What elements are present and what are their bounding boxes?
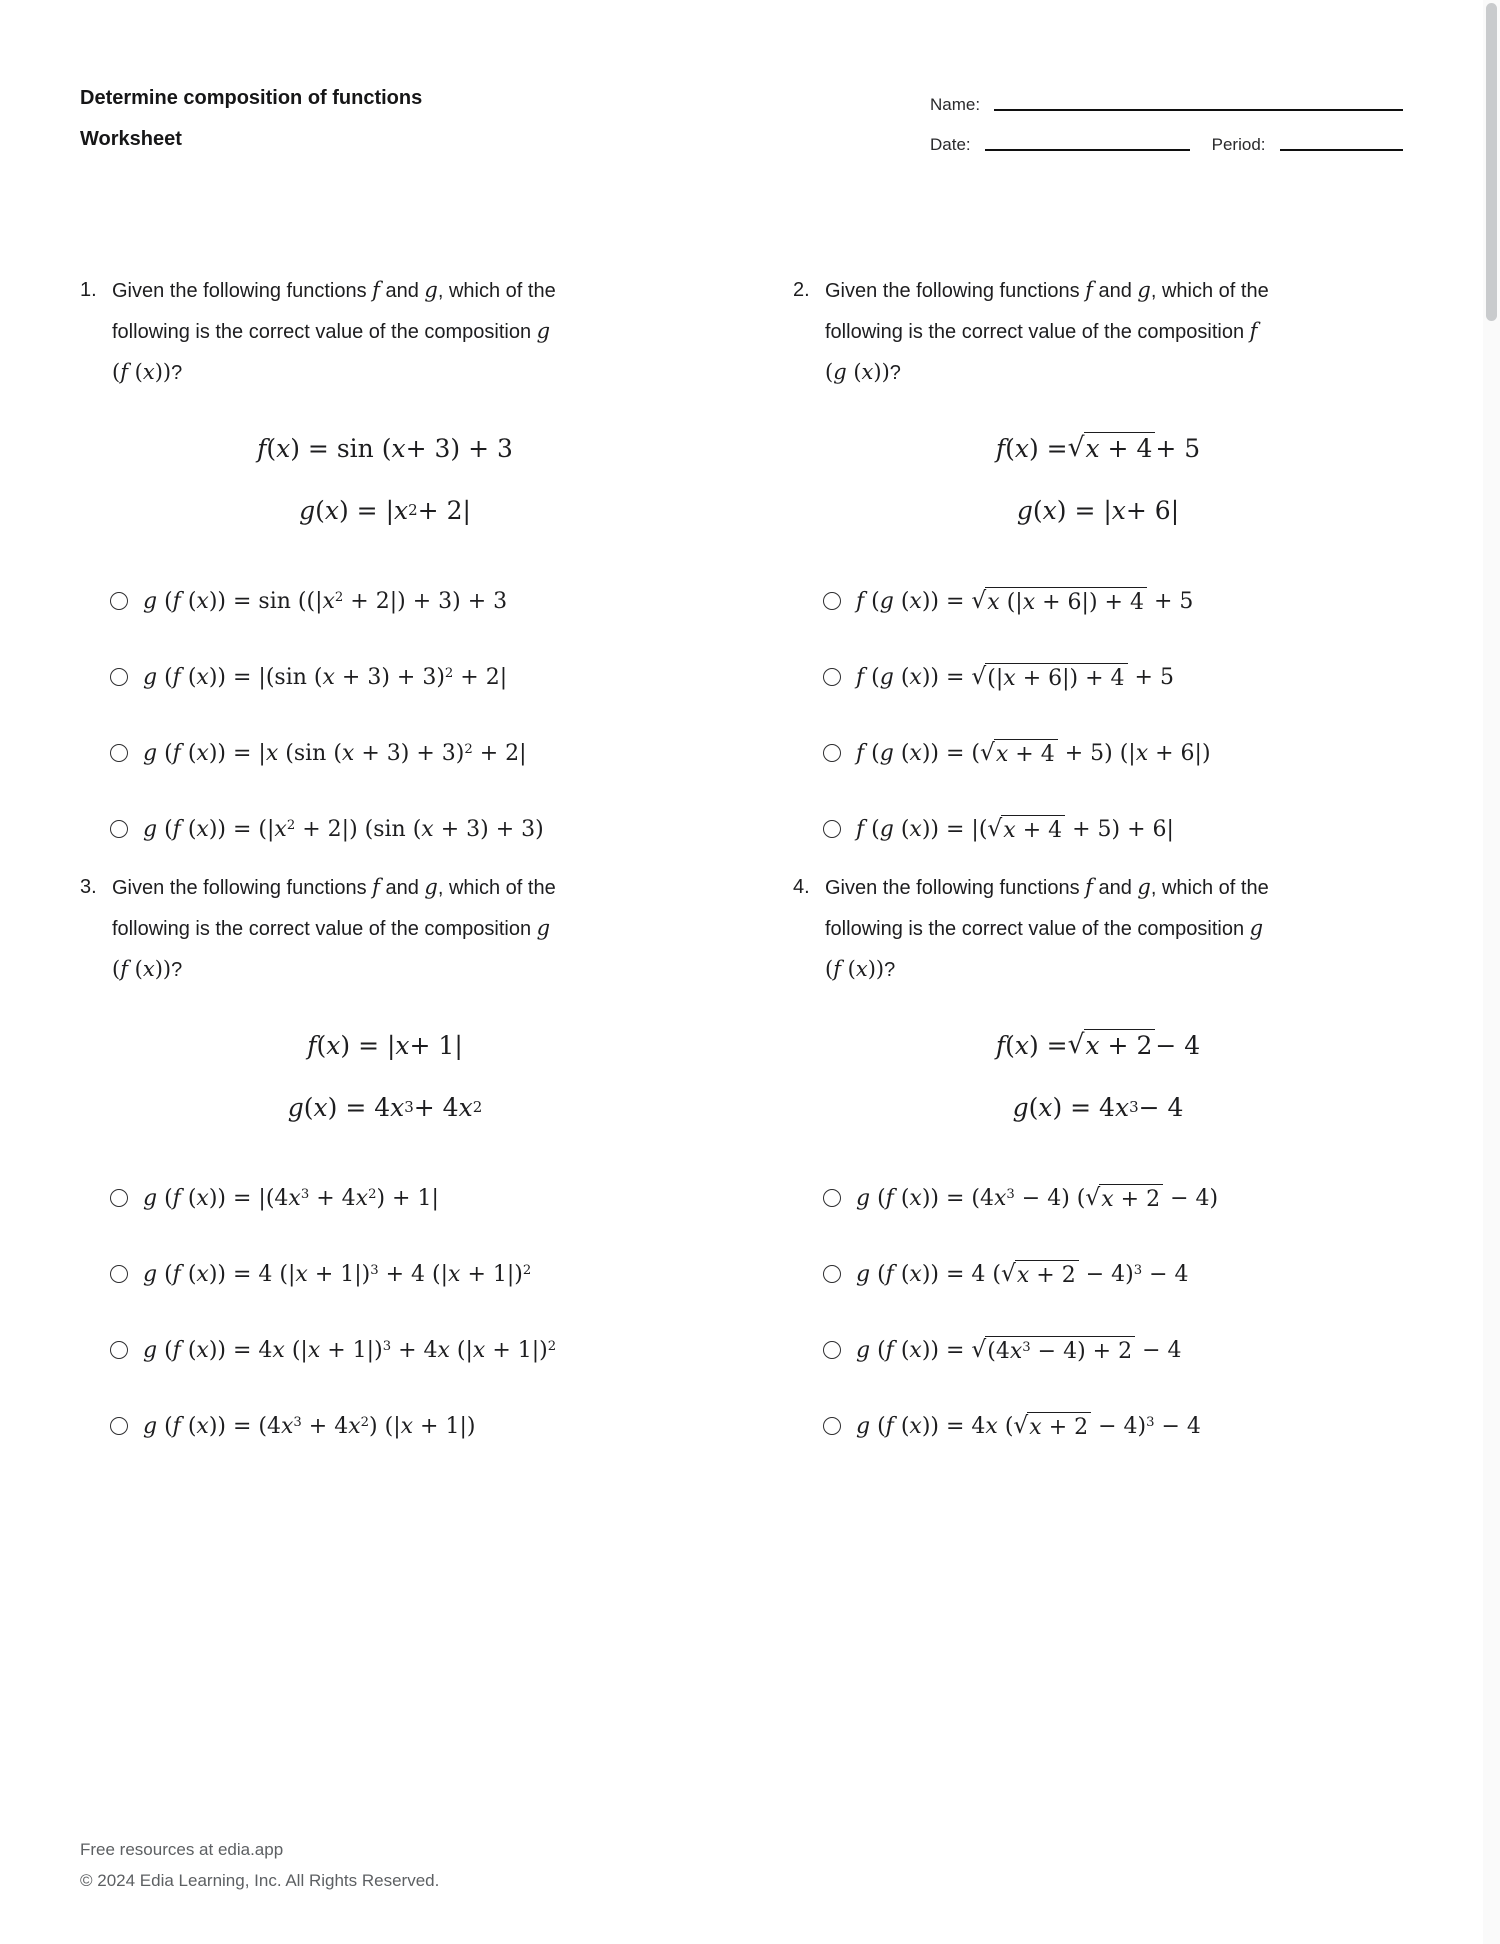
question-3-number: 3. [80,876,97,898]
question-1-function-f: f ( x ) = sin ( x + 3) + 3 [257,433,513,463]
header [80,78,1403,160]
scrollbar-thumb[interactable] [1486,3,1497,321]
question-4 [793,867,1403,1464]
name-line [994,109,1403,111]
question-4-option-c: g (f $(x)) = √(4x^3 - 4) + 2 - 4$ [823,1312,1403,1388]
period-line [1280,149,1403,151]
question-1-option-c: g (f (x)) = |x (sin (x + 3) + 3)$^2$ + 2| [110,715,690,791]
date-label: Date: [930,135,971,154]
question-2-number: 2. [793,279,810,301]
radio-button[interactable] [110,820,128,838]
question-3-option-d: g (f $(x)) = (4x^3 + 4x^2) (|x + 1|)$ [110,1388,690,1464]
period-label: Period: [1211,135,1266,154]
question-4-number: 4. [793,876,810,898]
question-4-function-f: f ( x ) = √x + 2 − 4 [995,1029,1201,1061]
question-2-option-b: f (g (x)) = √(|x + 6|) + 4 + 5 [823,639,1403,715]
footer [80,1834,439,1896]
question-4-option-b: g (f (x)) = 4 $(√x + 2 - 4)^3 - 4$ [823,1236,1403,1312]
question-4-option-a: g (f $(x)) = (4x^3 - 4) (√x + 2 - 4)$ [823,1160,1403,1236]
question-3-option-c: g (f (x)) = 4x $(|x + 1|)^3 + 4x$ $(|x + 1|)^2$ [110,1312,690,1388]
scrollbar-track[interactable] [1483,0,1500,1944]
question-1-option-a: g (f $(x)) = \sin ((|x^2 + 2|) + 3) + 3$ [110,563,690,639]
radio-button[interactable] [823,820,841,838]
question-3 [80,867,690,1464]
radio-button[interactable] [823,592,841,610]
question-2-function-g: g ( x ) = | x + 6| [1016,495,1180,525]
question-2-option-d: f (g (x)) = |(√x + 4 + 5) + 6| [823,791,1403,867]
radio-button[interactable] [823,1265,841,1283]
question-1-number: 1. [80,279,97,301]
radio-button[interactable] [110,744,128,762]
radio-button[interactable] [823,668,841,686]
question-2-option-a: f (g (x)) = √x (|x + 6|) + 4 + 5 [823,563,1403,639]
radio-button[interactable] [823,1417,841,1435]
radio-button[interactable] [110,592,128,610]
radio-button[interactable] [110,1417,128,1435]
question-4-prompt: Given the following functions f and g, which of the following is the correct value of the composition g (f (x))? [825,875,1269,981]
question-3-prompt: Given the following functions f and g, which of the following is the correct value of the composition g (f (x))? [112,875,556,981]
footer-resources-text: Free resources at edia.app [80,1840,284,1859]
footer-copyright-text: © 2024 Edia Learning, Inc. All Rights Reserved. [80,1871,440,1890]
radio-button[interactable] [110,1189,128,1207]
date-period-row [930,118,1403,158]
radio-button[interactable] [110,1341,128,1359]
title-line-2: Worksheet [80,128,182,150]
radio-button[interactable] [823,1341,841,1359]
question-3-option-b: g (f (x)) = 4 $(|x + 1|)^3 + 4$ $(|x + 1|)^2$ [110,1236,690,1312]
name-row [930,78,1403,118]
question-1-option-d: g (f $(x)) = (|x^2 + 2|)$ (sin (x + 3) + 3) [110,791,690,867]
question-2-options [793,563,1403,867]
question-1 [80,270,690,867]
question-2 [793,270,1403,867]
question-3-options [80,1160,690,1464]
question-1-prompt: Given the following functions f and g, which of the following is the correct value of the composition g (f (x))? [112,278,556,384]
question-4-options [793,1160,1403,1464]
question-4-function-g: g ( x ) = 4 x 3 − 4 [1012,1092,1184,1122]
question-3-function-f: f ( x ) = | x + 1| [307,1030,463,1060]
question-2-function-f: f ( x ) = √x + 4 + 5 [995,432,1201,464]
question-1-options [80,563,690,867]
question-1-function-g: g ( x ) = | x 2 + 2| [299,495,471,525]
worksheet-title [80,78,422,160]
radio-button[interactable] [823,744,841,762]
title-line-1: Determine composition of functions [80,87,423,109]
date-line [985,149,1190,151]
question-2-prompt: Given the following functions f and g, which of the following is the correct value of the composition f (g (x))? [825,278,1269,384]
questions-grid [80,270,1403,1464]
question-3-function-g: g ( x ) = 4 x 3 + 4 x 2 [287,1092,483,1122]
student-fields [930,78,1403,158]
name-label: Name: [930,95,981,114]
radio-button[interactable] [110,668,128,686]
radio-button[interactable] [110,1265,128,1283]
question-2-option-c: f (g (x)) = (√x + 4 + 5) (|x + 6|) [823,715,1403,791]
radio-button[interactable] [823,1189,841,1207]
question-3-option-a: g (f $(x)) = |(4x^3 + 4x^2) + 1|$ [110,1160,690,1236]
question-4-option-d: g (f (x)) = 4x $(√x + 2 - 4)^3 - 4$ [823,1388,1403,1464]
question-1-option-b: g (f (x)) = |(sin (x + 3) + 3)$^2$ + 2| [110,639,690,715]
